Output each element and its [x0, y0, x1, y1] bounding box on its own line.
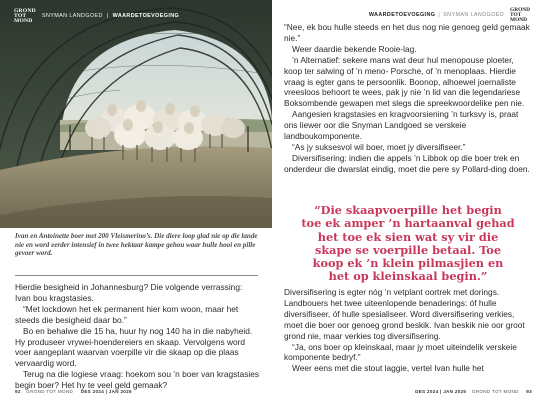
- pull-quote-line: het op kleinskaal begin.”: [328, 269, 488, 284]
- right-footer: [415, 389, 532, 394]
- paragraph: Diversifisering: indien die appels ’n Libbok op die boer trek en onderdeur die dwarslat eindig, moet die pere sy Pollard-ding doen.: [284, 152, 530, 174]
- running-header-section: WAARDETOEVOEGING: [368, 12, 436, 18]
- right-body-text-top: [284, 22, 530, 175]
- left-running-header: [0, 7, 272, 24]
- pull-quote-line: toe ek amper ’n hartaanval gehad: [301, 216, 515, 231]
- grond-tot-mond-logo: GROND TOT MOND: [510, 6, 531, 23]
- right-body-text-bottom: [284, 287, 530, 374]
- paragraph: ’n Alternatief: sekere mans wat deur hul menopouse ploeter, koop ter salwing of ’n meno- Porsche, of ’n menoplaas. Hierdie vraag is egter gans te persoonlik. Boonop, alhoewel joernaliste vreesloos behoort te wees, pak jy nie ’n lid van die legendariese Boksombende gewapen met slegs die spreekwoordelike pen nie.: [284, 54, 525, 109]
- paragraph: Aangesien kragstasies en kragvoorsiening ’n turksvy is, praat ons liewer oor die Snyman Landgoed se verskeie landboukomponente.: [284, 109, 519, 142]
- running-header-text: SNYMAN LANDGOED | WAARDETOEVOEGING: [42, 13, 180, 19]
- pull-quote-line: het toe ek sien wat sy vir die: [317, 229, 499, 244]
- pull-quote-line: “Die skaapvoerpille het begin: [314, 203, 502, 217]
- running-header-brand: SNYMAN LANDGOED: [443, 12, 504, 18]
- paragraph: Diversifisering is egter nóg ’n vetplant oortrek met dorings. Landbouers het twee uiteenlopende benaderings: óf hulle diversifiseer, óf hulle spesialiseer. Word diversifisering verkies, moet die boer oor genoeg grond beskik. Ivan beskik nie oor groot grond nie, maar verkies tog diversifisering.: [284, 287, 525, 341]
- running-header-section: WAARDETOEVOEGING: [112, 13, 180, 19]
- paragraph: “Met lockdown het ek permanent hier kom woon, maar het steeds die besigheid daar bo.”: [15, 303, 239, 325]
- paragraph: “Ja, ons boer op kleinskaal, maar jy moet uiteindelik verskeie komponente bedryf.”: [284, 341, 517, 363]
- grond-tot-mond-logo: GROND TOT MOND: [14, 7, 36, 24]
- paragraph: “As jy suksesvol wil boer, moet jy diversifiseer.”: [292, 141, 466, 152]
- paragraph: Hierdie besigheid in Johannesburg? Die volgende verrassing: Ivan bou kragstasies.: [15, 282, 243, 303]
- page-number: 92: [15, 389, 21, 394]
- pull-quote-line: skape se voerpille betaal. Toe: [314, 242, 502, 257]
- footer-magazine: GROND TOT MOND: [26, 389, 74, 394]
- paragraph: Bo en behalwe die 15 ha, huur hy nog 140 ha in die nabyheid. Hy produseer vrywei-hoendereiers en skaap. Vervolgens word voer aangeplant waarvan voerpille vir die skaap op die plaas vervaardig word.: [15, 325, 253, 369]
- running-header-text: WAARDETOEVOEGING | SNYMAN LANDGOED: [368, 12, 504, 18]
- paragraph: Terug na die logiese vraag: hoekom sou ’n boer van kragstasies begin boer? Het hy te veel geld gemaak?: [15, 369, 260, 391]
- paragraph: Weer eens met die stout laggie, vertel Ivan hulle het: [292, 363, 484, 374]
- footer-issue: DES 2024 | JAN 2025: [80, 389, 132, 394]
- caption-divider: [15, 275, 258, 276]
- running-header-brand: SNYMAN LANDGOED: [42, 13, 103, 19]
- right-running-header: [272, 8, 534, 22]
- pull-quote: [286, 204, 530, 284]
- photo-caption: Ivan en Antoinette boer met 200 Vleismerino’s. Die diere loop glad nie op die lande nie en word eerder intensief in twee hektaar kampe gehou waar hulle hooi en pille gevoer word.: [15, 232, 258, 258]
- right-page: [272, 0, 544, 400]
- footer-issue: DES 2024 | JAN 2025: [415, 389, 467, 394]
- pull-quote-line: koop ek ’n klein pilmasjien en: [312, 256, 504, 271]
- left-footer: [15, 389, 132, 394]
- page-number: 93: [526, 389, 532, 394]
- sheep-photo: [0, 0, 272, 228]
- footer-magazine: GROND TOT MOND: [471, 389, 519, 394]
- left-body-text: [15, 282, 260, 391]
- paragraph: “Nee, ek bou hulle steeds en het dus nog nie genoeg geld gemaak nie.”: [284, 22, 530, 43]
- paragraph: Weer daardie bekende Rooie-lag.: [292, 43, 417, 54]
- sheep-tunnel-illustration: [0, 0, 272, 228]
